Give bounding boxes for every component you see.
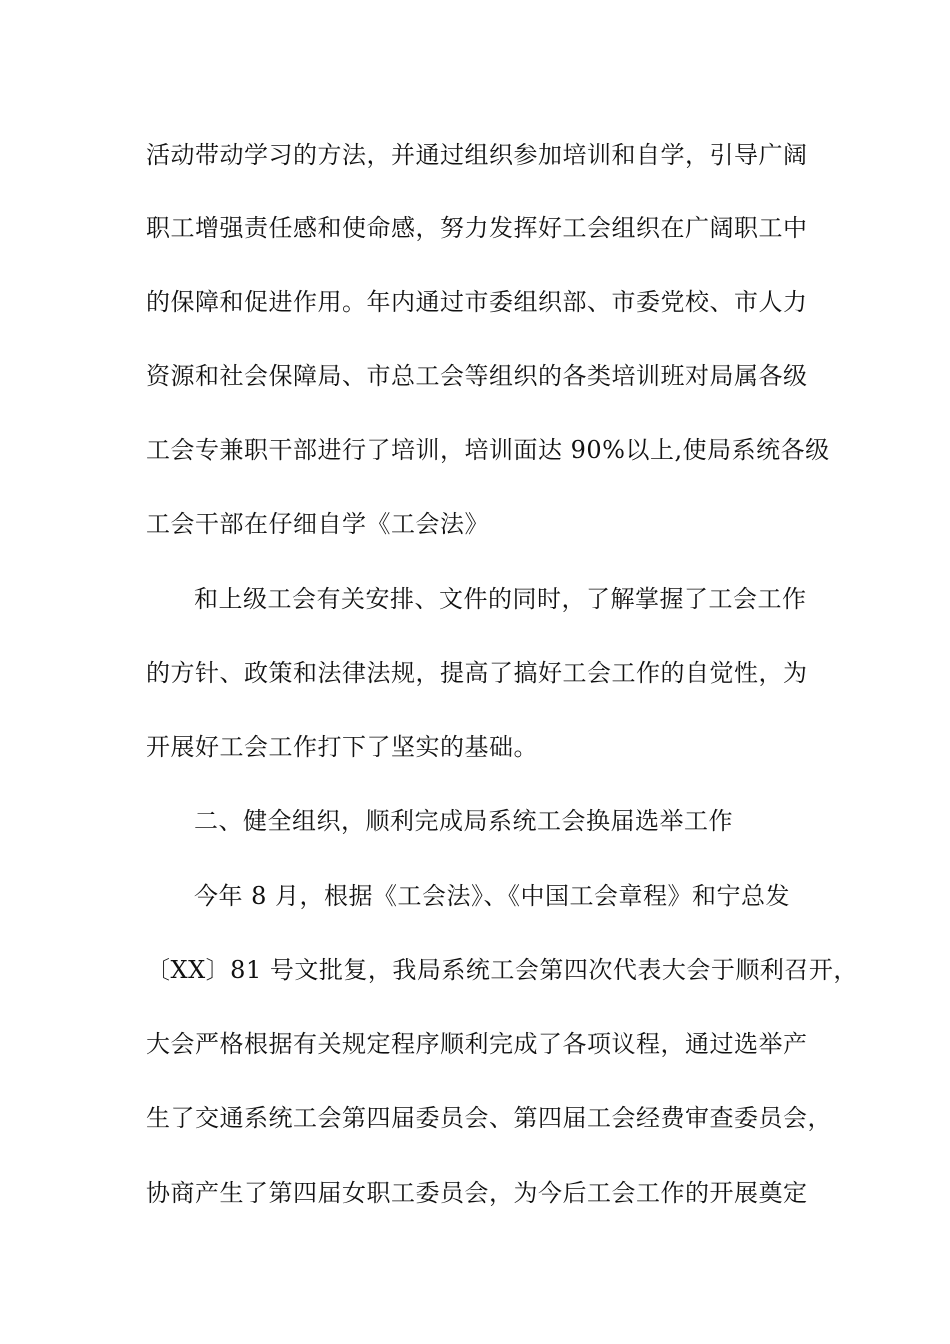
text-line: 开展好工会工作打下了坚实的基础。 (146, 733, 538, 761)
text-line: 活动带动学习的方法，并通过组织参加培训和自学，引导广阔 (146, 141, 808, 169)
text-line: 工会专兼职干部进行了培训，培训面达 90%以上,使局系统各级 (146, 436, 830, 464)
text-line: 资源和社会保障局、市总工会等组织的各类培训班对局属各级 (146, 362, 808, 390)
text-line: 大会严格根据有关规定程序顺利完成了各项议程，通过选举产 (146, 1030, 808, 1058)
paragraph-start: 和上级工会有关安排、文件的同时，了解掌握了工会工作 (194, 585, 807, 613)
text-line: 工会干部在仔细自学《工会法》 (146, 510, 489, 538)
paragraph-start: 今年 8 月，根据《工会法》、《中国工会章程》和宁总发 (194, 882, 791, 910)
text-line: 生了交通系统工会第四届委员会、第四届工会经费审查委员会， (146, 1104, 832, 1132)
text-line: 的保障和促进作用。年内通过市委组织部、市委党校、市人力 (146, 288, 808, 316)
section-heading: 二、健全组织，顺利完成局系统工会换届选举工作 (194, 807, 733, 835)
text-line: 〔XX〕81 号文批复，我局系统工会第四次代表大会于顺利召开， (146, 956, 858, 984)
text-line: 职工增强责任感和使命感，努力发挥好工会组织在广阔职工中 (146, 214, 808, 242)
text-line: 协商产生了第四届女职工委员会，为今后工会工作的开展奠定 (146, 1179, 808, 1207)
text-line: 的方针、政策和法律法规，提高了搞好工会工作的自觉性，为 (146, 659, 808, 687)
